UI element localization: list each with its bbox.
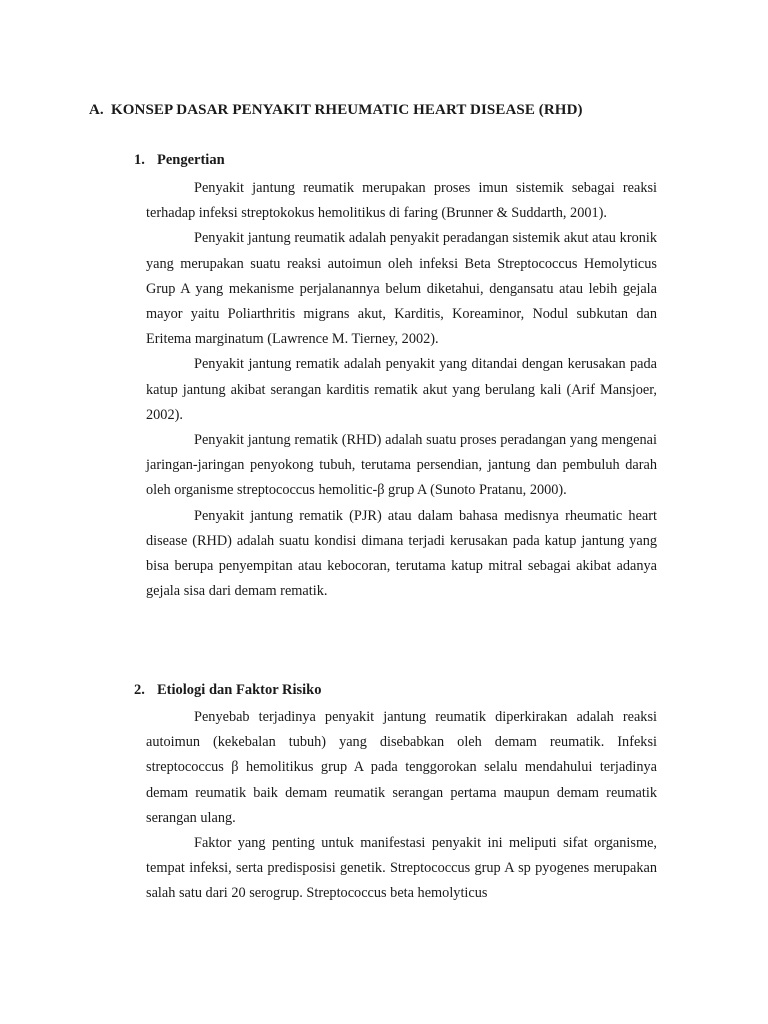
- subsection-1-heading: [134, 152, 225, 169]
- section-a-title: KONSEP DASAR PENYAKIT RHEUMATIC HEART DISEASE (RHD): [111, 102, 583, 118]
- subsection-2-body: [146, 705, 657, 907]
- subsection-1-number: 1.: [134, 152, 145, 168]
- section-a-heading: [89, 102, 583, 119]
- paragraph: Penyakit jantung rematik (RHD) adalah suatu proses peradangan yang mengenai jaringan-jaringan penyokong tubuh, terutama persendian, jantung dan pembuluh darah oleh organisme streptococcus hemolitic-β grup A (Sunoto Pratanu, 2000).: [146, 432, 657, 499]
- paragraph: Penyakit jantung reumatik adalah penyakit peradangan sistemik akut atau kronik yang merupakan suatu reaksi autoimun oleh infeksi Beta Streptococcus Hemolyticus Grup A yang mekanisme perjalanannya belum diketahui, dengansatu atau lebih gejala mayor yaitu Poliarthritis migrans akut, Karditis, Koreaminor, Nodul subkutan dan Eritema marginatum (Lawrence M. Tierney, 2002).: [146, 230, 657, 348]
- paragraph: Faktor yang penting untuk manifestasi penyakit ini meliputi sifat organisme, tempat infeksi, serta predisposisi genetik. Streptococcus grup A sp pyogenes merupakan salah satu dari 20 serogrup. Streptococcus beta hemolyticus: [146, 835, 657, 902]
- subsection-1-title: Pengertian: [157, 152, 225, 168]
- paragraph: Penyakit jantung rematik adalah penyakit yang ditandai dengan kerusakan pada katup jantung akibat serangan karditis rematik akut yang berulang kali (Arif Mansjoer, 2002).: [146, 356, 657, 423]
- subsection-2-heading: [134, 682, 322, 699]
- paragraph: Penyebab terjadinya penyakit jantung reumatik diperkirakan adalah reaksi autoimun (kekebalan tubuh) yang disebabkan oleh demam reumatik. Infeksi streptococcus β hemolitikus grup A pada tenggorokan selalu mendahului terjadinya demam reumatik baik demam reumatik serangan pertama maupun demam reumatik serangan ulang.: [146, 709, 657, 826]
- paragraph: Penyakit jantung rematik (PJR) atau dalam bahasa medisnya rheumatic heart disease (RHD) adalah suatu kondisi dimana terjadi kerusakan pada katup jantung yang bisa berupa penyempitan atau kebocoran, terutama katup mitral sebagai akibat adanya gejala sisa dari demam rematik.: [146, 507, 657, 600]
- paragraph: Penyakit jantung reumatik merupakan proses imun sistemik sebagai reaksi terhadap infeksi streptokokus hemolitikus di faring (Brunner & Suddarth, 2001).: [146, 180, 657, 222]
- subsection-2-title: Etiologi dan Faktor Risiko: [157, 682, 322, 698]
- subsection-1-body: [146, 176, 657, 604]
- section-a-number: A.: [89, 102, 104, 118]
- subsection-2-number: 2.: [134, 682, 145, 698]
